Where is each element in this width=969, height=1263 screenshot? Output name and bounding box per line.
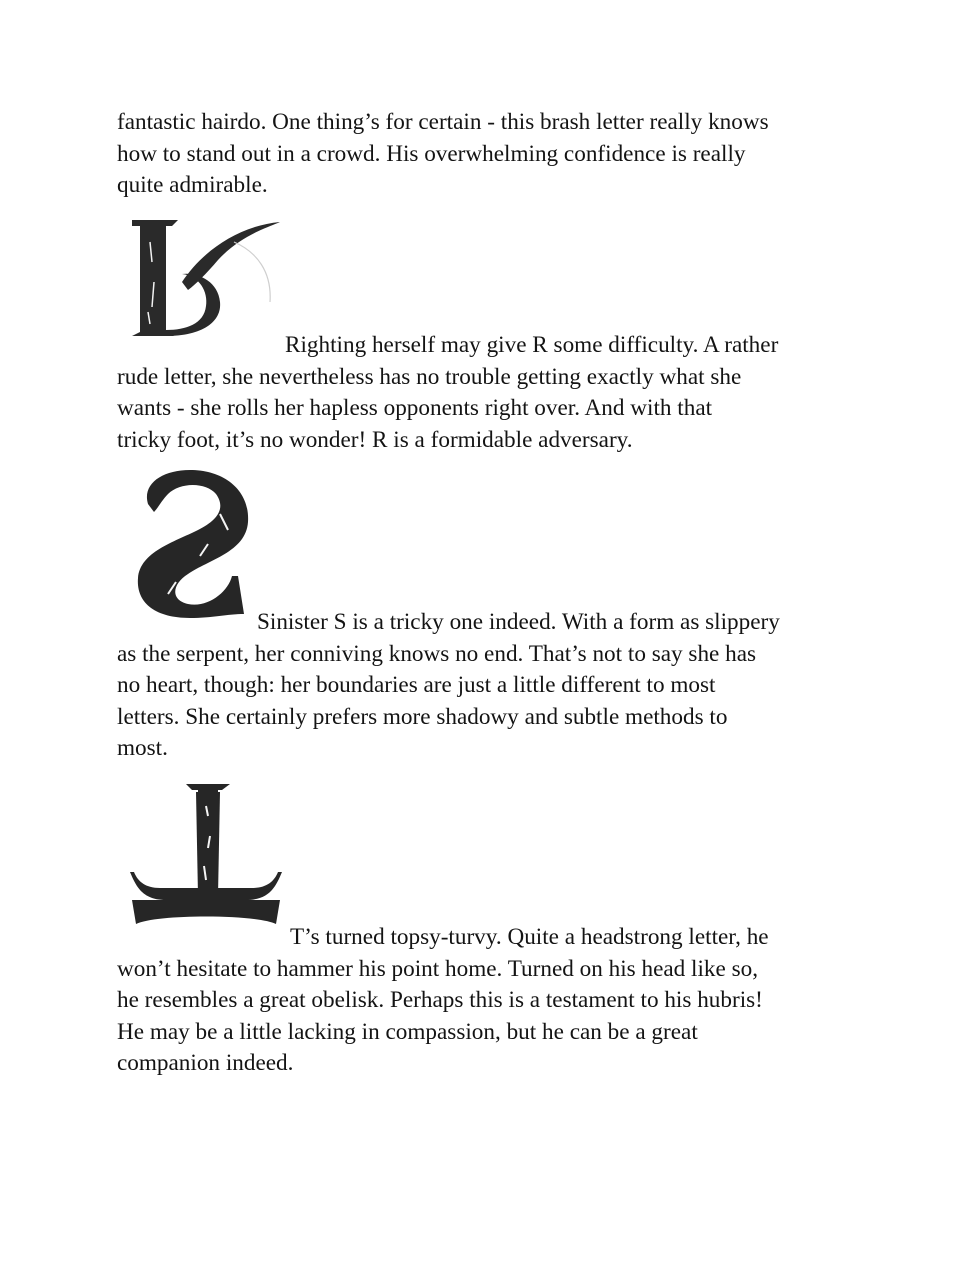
- mirrored-s-initial-icon: [128, 464, 254, 620]
- text-line: T’s turned topsy-turvy. Quite a headstrong letter, he: [290, 924, 769, 950]
- text-line: He may be a little lacking in compassion, but he can be a great: [117, 1018, 698, 1045]
- text-line: he resembles a great obelisk. Perhaps this is a testament to his hubris!: [117, 987, 763, 1014]
- intro-paragraph: [117, 107, 857, 202]
- text-line: fantastic hairdo. One thing’s for certain - this brash letter really knows: [117, 109, 769, 135]
- text-line: how to stand out in a crowd. His overwhelming confidence is really: [117, 140, 746, 167]
- text-line: as the serpent, her conniving knows no end. That’s not to say she has: [117, 640, 757, 667]
- rotated-r-initial-icon: [122, 212, 282, 348]
- text-line: quite admirable.: [117, 172, 268, 199]
- entry-r-paragraph: [117, 330, 857, 456]
- text-line: wants - she rolls her hapless opponents right over. And with that: [117, 395, 713, 422]
- text-line: tricky foot, it’s no wonder! R is a formidable adversary.: [117, 426, 633, 453]
- upside-down-t-initial-icon: [126, 776, 286, 930]
- text-line: Righting herself may give R some difficulty. A rather: [285, 332, 779, 358]
- text-line: won’t hesitate to hammer his point home. Turned on his head like so,: [117, 955, 759, 982]
- text-line: letters. She certainly prefers more shadowy and subtle methods to: [117, 703, 728, 730]
- text-line: no heart, though: her boundaries are just a little different to most: [117, 672, 716, 699]
- text-line: companion indeed.: [117, 1050, 294, 1077]
- text-line: most.: [117, 735, 168, 762]
- text-line: Sinister S is a tricky one indeed. With a form as slippery: [257, 609, 780, 635]
- entry-s-paragraph: [117, 607, 857, 765]
- entry-t-paragraph: [117, 922, 857, 1080]
- text-line: rude letter, she nevertheless has no trouble getting exactly what she: [117, 363, 742, 390]
